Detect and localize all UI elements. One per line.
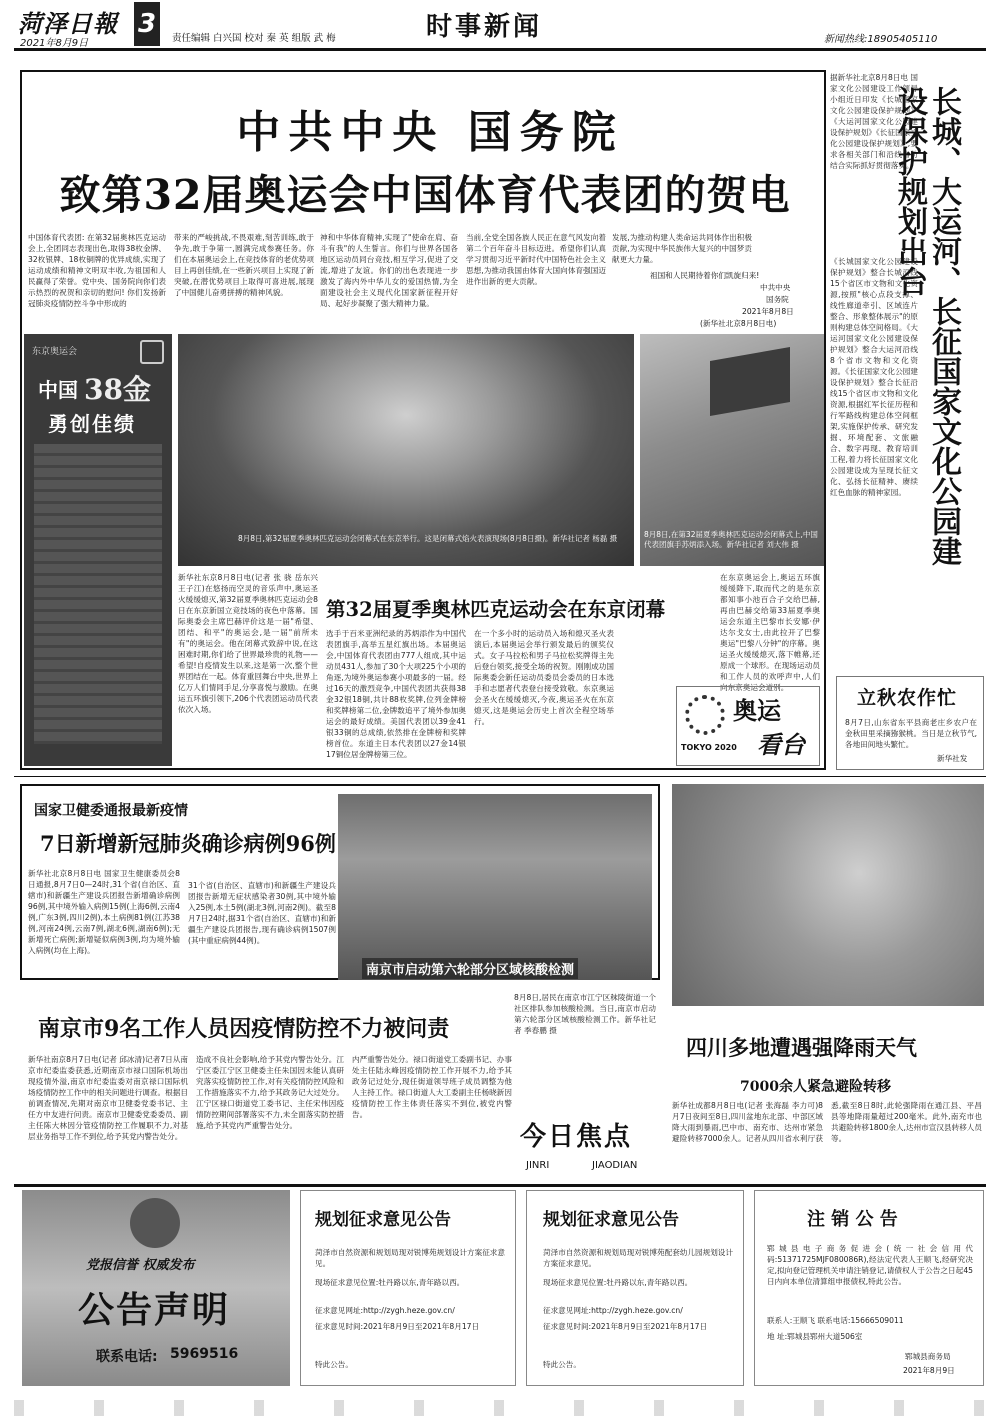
liqiu-credit: 新华社发 [937, 754, 968, 763]
jinri-jiaodian-logo [516, 1116, 656, 1180]
lead-col-3: 神和中华体育精神,实现了"使命在肩、奋斗有我"的人生誓言。你们与世界各国各地区运动员同台竞技,相互学习,促进了交流,增进了友谊。你们的出色表现进一步激发了海内外中华儿女的爱国热情,为全面建设社会主义现代化国家新征程开好局、起好步凝聚了强大精神力量。 [320, 233, 458, 308]
olympic-rings-icon [140, 340, 164, 364]
lead-sign-ccp: 中共中央 [760, 283, 791, 292]
jinri-logo-chinese: 今日焦点 [520, 1122, 633, 1152]
closing-headline: 第32届夏季奥林匹克运动会在东京闭幕 [326, 598, 666, 621]
heritage-vertical-headline: 长城、大运河、长征国家文化公园建设保护规划出台 [892, 86, 961, 566]
cancellation-notice-ad [754, 1190, 984, 1386]
cancel-address: 地 址:郓城县郓州大道506室 [767, 1332, 863, 1341]
graphic-title-china: 中国 [38, 378, 78, 402]
graphic-gold-count: 38金 [84, 373, 151, 406]
plan-notice-ad-2 [526, 1190, 744, 1386]
editor-line: 责任编辑 白兴国 校对 秦 英 组版 武 梅 [172, 33, 336, 44]
covid-col-1: 新华社北京8月8日电 国家卫生健康委员会8日通报,8月7日0—24时,31个省(自治区、直辖市)和新疆生产建设兵团报告新增确诊病例96例,其中境外输入病例15例(上海6例,云南4例,广东3例,四川2例),本土病例81例(江苏38例,河南24例,云南7例,湖北6例,湖南6例);无新增死亡病例;新增疑似病例3例,均为境外输入病例(均在上海)。 [28, 869, 180, 955]
cancel-contact: 联系人:王顺飞 联系电话:15666509011 [767, 1316, 904, 1325]
issue-date: 2021年8月9日 [20, 38, 89, 49]
kiwi-harvest-photo [672, 784, 984, 1006]
lead-headline-2: 致第32届奥运会中国体育代表团的贺电 [59, 171, 791, 219]
graphic-title-slogan: 勇创佳绩 [48, 412, 136, 436]
nanjing-col-1: 新华社南京8月7日电(记者 邱冰清)记者7日从南京市纪委监委获悉,近期南京市禄口国际机场出现疫情外溢,南京市纪委监委对南京禄口国际机场疫情防控工作中的相关问题进行调查。根据目前调查情况,先期对南京市卫健委党委书记、主任方中友进行问责。南京市卫健委党委委员、副主任陈大林因分管疫情防控工作履职不力,对基层业务指导工作不到位,给予其党内警告处分。 [28, 1055, 188, 1141]
plan-2-address: 现场征求意见位置:牡丹路以东,青年路以西。 [543, 1278, 693, 1287]
party-ad-phone-label: 联系电话: [96, 1349, 158, 1365]
section-rule-1 [14, 776, 986, 777]
page-number: 3 [134, 2, 160, 46]
lead-source: (新华社北京8月8日电) [700, 319, 777, 328]
masthead-rule [14, 48, 986, 51]
lead-col-4: 当前,全党全国各族人民正在意气风发向着第二个百年奋斗目标迈进。希望你们认真学习贯彻习近平新时代中国特色社会主义思想,为推动我国由体育大国向体育强国迈进作出新的更大贡献。 [466, 233, 606, 286]
registration-marks [14, 1400, 986, 1416]
liqiu-box [836, 676, 984, 770]
flag-photo-caption: 8月8日,在第32届夏季奥林匹克运动会闭幕式上,中国代表团旗手苏炳添入场。新华社记者 刘大伟 摄 [644, 530, 818, 549]
heritage-body-wide [830, 586, 980, 672]
lead-sign-state-council: 国务院 [766, 295, 789, 304]
sichuan-subhead: 7000余人紧急避险转移 [740, 1079, 891, 1095]
nanjing-col-3: 内严重警告处分。禄口街道党工委副书记、办事处主任陆永峰因疫情防控工作开展不力,给予其政务记过处分,现任街道领导班子成员调整为他人主持工作。禄口街道人大工委副主任杨晓新因疫情防控工作主体责任落实不到位,被党内警告。 [352, 1055, 512, 1119]
stadium-closing-photo [178, 334, 634, 566]
plan-2-web: 征求意见网址:http://zygh.heze.gov.cn/ [543, 1306, 683, 1315]
lead-col-1: 中国体育代表团: 在第32届奥林匹克运动会上,全团同志表现出色,取得38枚金牌、32枚银牌、18枚铜牌的优异成绩,实现了运动成绩和精神文明双丰收,为祖国和人民赢得了荣誉。党中央、国务院向你们表示热烈的祝贺和亲切的慰问! 你们发扬新冠肺炎疫情防控斗争中形成的 [28, 233, 166, 308]
nucleic-test-photo [338, 794, 652, 980]
lead-col-5: 发展,为推动构建人类命运共同体作出积极贡献,为实现中华民族伟大复兴的中国梦贡献更大力量。 [612, 233, 752, 264]
cancel-title: 注 销 公 告 [807, 1209, 898, 1230]
party-ad-phone: 5969516 [170, 1346, 239, 1362]
lead-signoff: 祖国和人民期待着你们凯旋归来! [650, 271, 760, 280]
aoyun-kantai-box [676, 686, 820, 766]
closing-col-4: 在东京奥运会上,奥运五环旗缓缓降下,取而代之的是东京都知事小池百合子交给巴赫,再由巴赫交给第33届夏季奥运会东道主巴黎市长安娜·伊达尔戈女士,由此拉开了巴黎奥运"巴黎八分钟"的序幕。奥运圣火缓缓熄灭,落下帷幕,还原成一个球形。在现场运动员和工作人员的欢呼声中,人们向东京奥运会道别。 [720, 573, 820, 692]
plan-2-title: 规划征求意见公告 [543, 1210, 679, 1230]
paper-name: 菏泽日報 [18, 9, 118, 38]
plan-1-web: 征求意见网址:http://zygh.heze.gov.cn/ [315, 1306, 455, 1315]
flag-bearer-photo [640, 334, 824, 566]
section-rule-2 [14, 1184, 986, 1187]
cancel-date: 2021年8月9日 [903, 1366, 955, 1375]
stadium-photo-caption: 8月8日,第32届夏季奥林匹克运动会闭幕式在东京举行。这是闭幕式焰火表演现场(8月8日摄)。新华社记者 杨磊 摄 [238, 534, 618, 543]
plan-notice-ad-1 [300, 1190, 516, 1386]
news-hotline: 新闻热线:18905405110 [824, 34, 938, 45]
tokyo-2020-label: TOKYO 2020 [681, 743, 737, 752]
covid-headline: 7日新增新冠肺炎确诊病例96例 [40, 831, 336, 856]
liqiu-body: 8月7日,山东省东平县商老庄乡农户在金秋田里采摘猕猴桃。当日是立秋节气,各地田间地头繁忙。 [845, 718, 977, 749]
party-emblem-icon [130, 1198, 180, 1248]
sichuan-body: 新华社成都8月8日电(记者 张海磊 李力可)8月7日夜间至8日,四川盆地东北部、中部区域降大雨到暴雨,巴中市、南充市、达州市紧急避险转移7000余人。记者从四川省水利厅获悉,截至8日8时,此轮强降雨在通江县、平昌县等地降雨量超过200毫米。此外,南充市也共避险转移1800余人,达州市宣汉县转移人员等。 [672, 1101, 982, 1143]
sichuan-headline: 四川多地遭遇强降雨天气 [686, 1035, 917, 1060]
plan-2-body: 菏泽市自然资源和规划局现对锐博苑配套幼儿园规划设计方案征求意见。 [543, 1248, 733, 1268]
tokyo-logo-text: 东京奥运会 [32, 347, 78, 357]
cancel-body: 郓城县电子商务促进会(统一社会信用代码:51371725MJF080086R),经法定代表人王顺飞,经研究决定,拟向登记管理机关申请注销登记,请债权人于公告之日起45日内向本单位清算组申报债权,特此公告。 [767, 1244, 973, 1286]
aoyun-title: 奥运 [733, 696, 781, 725]
lead-sign-date: 2021年8月8日 [742, 307, 794, 316]
aoyun-subtitle: 看台 [757, 730, 805, 759]
plan-2-footer: 特此公告。 [543, 1360, 581, 1369]
nucleic-photo-caption: 南京市启动第六轮部分区域核酸检测 [362, 958, 578, 979]
plan-1-period: 征求意见时间:2021年8月9日至2021年8月17日 [315, 1322, 480, 1331]
cancel-signer: 郓城县商务局 [905, 1352, 951, 1361]
plan-1-title: 规划征求意见公告 [315, 1210, 451, 1230]
party-ad-slogan: 党报信誉 权威发布 [86, 1258, 195, 1273]
lead-col-2: 带来的严峻挑战,不畏艰难,刻苦训练,敢于争先,敢于争第一,圆满完成参赛任务。你们在本届奥运会上,在竞技体育的老优势项目上再创佳绩,在一些新兴项目上实现了新突破,在潜优势项目上取得可喜进展,展现了中国健儿奋勇拼搏的精神风貌。 [174, 233, 314, 297]
nanjing-photo-caption: 8月8日,居民在南京市江宁区秣陵街道一个社区排队参加核酸检测。当日,南京市启动第六轮部分区域核酸检测工作。新华社记者 季春鹏 摄 [514, 993, 656, 1035]
plan-2-period: 征求意见时间:2021年8月9日至2021年8月17日 [543, 1322, 708, 1331]
heritage-dateline: 据新华社北京8月8日电 国家文化公园建设工作领导小组近日印发《长城国家文化公园建设保护规划》《大运河国家文化公园建设保护规划》《长征国家文化公园建设保护规划》,要求各相关部门和沿线省份结合实际抓好贯彻落实。 [830, 73, 919, 170]
plan-1-address: 现场征求意见位置:牡丹路以东,青年路以西。 [315, 1278, 465, 1287]
lead-headline-1: 中共中央 国务院 [236, 107, 624, 158]
tokyo-2020-emblem-icon [685, 695, 725, 735]
jinri-logo-pinyin-2: JIAODIAN [592, 1160, 638, 1171]
plan-1-body: 菏泽市自然资源和规划局现对锐博苑规划设计方案征求意见。 [315, 1248, 505, 1268]
party-notice-ad [22, 1190, 290, 1386]
liqiu-headline: 立秋农作忙 [857, 687, 958, 709]
heritage-body: 《长城国家文化公园建设保护规划》整合长城沿线15个省区市文物和文化资源,按照"核心点段支撑、线性廊道牵引、区域连片整合、形象整体展示"的原则构建总体空间格局。《大运河国家文化公园建设保护规划》整合大运河沿线8个省市文物和文化资源。《长征国家文化公园建设保护规划》整合长征沿线15个省区市文物和文化资源,根据红军长征历程和行军路线构建总体空间框架,实施保护传承、研究发掘、环境配套、文旅融合、数字再现、教育培训工程,着力将长征国家文化公园建设成为呈现长征文化、弘扬长征精神、赓续红色血脉的精神家园。 [830, 257, 918, 497]
olympic-medal-graphic [24, 334, 172, 766]
national-flag-icon [710, 347, 790, 416]
closing-col-3: 在一个多小时的运动员入场和熄灭圣火表演后,本届奥运会举行颁发最后的颁奖仪式。女子马拉松和男子马拉松奖牌得主先后登台领奖,接受全场的祝贺。刚刚成功国际奥委会新任运动员委员会委员的日本选手和志愿者代表登台接受致敬。东京奥运会圣火在缓缓熄灭,今夜,奥运圣火在东京熄灭,这是奥运会历史上首次全程空场举行。 [474, 629, 614, 726]
masthead [0, 0, 1000, 50]
covid-col-2: 31个省(自治区、直辖市)和新疆生产建设兵团报告新增无症状感染者30例,其中境外输入25例,本土5例(湖北3例,河南2例)。截至8月7日24时,据31个省(自治区、直辖市)和新疆生产建设兵团报告,现有确诊病例1507例(其中重症病例44例)。 [188, 881, 336, 945]
medal-list [34, 444, 162, 744]
jinri-logo-pinyin-1: JINRI [526, 1160, 550, 1171]
party-ad-title: 公告声明 [78, 1289, 231, 1331]
plan-1-footer: 特此公告。 [315, 1360, 353, 1369]
section-title: 时事新闻 [426, 12, 543, 42]
nanjing-col-2: 造成不良社会影响,给予其党内警告处分。江宁区委江宁区卫健委主任朱国因未能认真研究落实疫情防控工作,对有关疫情防控风险和工作措施落实不力,给予其政务记大过处分。江宁区禄口街道党工委书记、主任宋伟因疫情防控期间部署落实不力,未全面落实防控措施,给予其党内严重警告处分。 [196, 1055, 344, 1130]
nanjing-headline: 南京市9名工作人员因疫情防控不力被问责 [38, 1016, 450, 1042]
closing-col-2: 选手于百米亚洲纪录的苏炳添作为中国代表团旗手,高举五星红旗出场。本届奥运会,中国体育代表团由777人组成,其中运动员431人,参加了30个大项225个小项的角逐,为境外奥运参赛小项最多的一届。经过16天的激烈竞争,中国代表团共获得38金32银18铜,共计88枚奖牌,位列金牌榜和奖牌榜第二位,金牌数追平了境外参加奥运会的最好成绩。美国代表团以39金41银33铜的总成绩,依然排在金牌榜和奖牌榜首位。东道主日本代表团以27金14银17铜位居金牌榜第三位。 [326, 629, 466, 759]
closing-col-1: 新华社东京8月8日电(记者 张 骁 岳东兴 王子江)在悠扬而空灵的音乐声中,奥运圣火缓缓熄灭,第32届夏季奥林匹克运动会8日在东京新国立竞技场的夜色中落幕。国际奥委会主席巴赫评价这是一届"希望、团结、和平"的奥运会,是一届"前所未有"的奥运会。他在闭幕式致辞中说,在这困难时期,你们给了世界最珍贵的礼物——希望!自疫情发生以来,这是第一次,整个世界团结在一起。体育重回舞台中央,世界上亿万人们情同手足,分享喜悦与激励。在奥运五环旗引领下,206个代表团运动员代表依次入场。 [178, 573, 318, 714]
covid-kicker: 国家卫健委通报最新疫情 [34, 803, 188, 819]
